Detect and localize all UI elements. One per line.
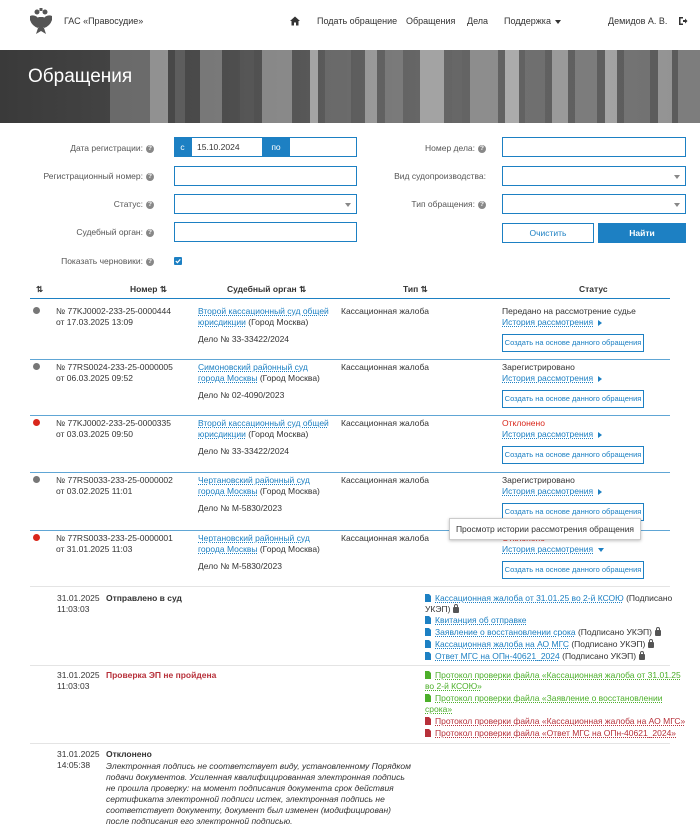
rejection-reason: Электронная подпись не соответствует виду, установленному Порядком подачи документов. Усиленная квалифицированная электронная подпись не прошла проверку: на момент подписания документа срок действия сертификата электронной подписи истек, электронная подпись не соответствует документу, документ был изменен (модифицирован) после подписания его электронной подписью. [106,761,411,826]
history-toggle[interactable] [502,429,602,440]
reg-date-label-text: Дата регистрации: [70,143,143,153]
doc-link[interactable]: Протокол проверки файла «Кассационная жалоба от 31.01.25 [435,670,681,680]
doc-item[interactable] [425,728,676,739]
doc-item[interactable] [425,651,645,662]
appeal-status: Передано на рассмотрение судье [502,306,636,316]
nav-support[interactable] [504,16,561,26]
case-number: Дело № М-5830/2023 [198,561,282,571]
file-icon [425,671,431,679]
status-dot [33,307,40,314]
status-label [40,199,154,209]
doc-link[interactable]: Ответ МГС на ОПн-40621_2024 [435,651,560,661]
help-icon[interactable]: ? [478,145,486,153]
appeal-number-text: № 77KJ0002-233-25-0000335 [56,418,171,428]
drafts-label-text: Показать черновики: [61,256,143,266]
doc-item[interactable] [425,639,654,650]
logout-icon[interactable] [678,16,688,26]
date-to-input[interactable] [289,137,357,157]
doc-item[interactable] [425,670,681,692]
history-divider [30,586,670,587]
history-link[interactable]: История рассмотрения [502,429,594,439]
chevron-right-icon [598,320,602,326]
file-icon [425,652,431,660]
appeal-number[interactable] [56,306,206,328]
file-icon [425,694,431,702]
doc-sign-status: (Подписано УКЭП) [571,639,646,649]
history-link[interactable]: История рассмотрения [502,317,594,327]
file-icon [425,717,431,725]
help-icon[interactable]: ? [146,201,154,209]
status-select[interactable] [174,194,357,214]
court-city: (Город Москва) [248,429,309,439]
history-toggle[interactable] [502,373,602,384]
doc-link[interactable]: Кассационная жалоба от 31.01.25 во 2-й КСОЮ [435,593,624,603]
court-link[interactable]: Симоновский районный суд города Москвы [198,362,308,383]
event-date-time: 11:03:03 [57,681,90,691]
doc-link[interactable]: Кассационная жалоба на АО МГС [435,639,569,649]
court-input[interactable] [174,222,357,242]
event-date-time: 11:03:03 [57,604,90,614]
file-icon [425,594,431,602]
create-from-appeal-button[interactable]: Создать на основе данного обращения [502,334,644,352]
court-link[interactable]: Второй кассационный суд общей юрисдикции [198,306,329,327]
court-link[interactable]: Чертановский районный суд города Москвы [198,533,310,554]
sort-icon: ⇅ [420,284,428,294]
help-icon[interactable]: ? [478,201,486,209]
header-divider [30,298,670,299]
help-icon[interactable]: ? [146,145,154,153]
file-icon [425,729,431,737]
appeal-number-text: № 77RS0033-233-25-0000001 [56,533,173,543]
appeal-type: Кассационная жалоба [341,475,429,485]
col-number-label: Номер [130,284,158,294]
appeal-date: от 03.03.2025 09:50 [56,429,133,439]
doc-link[interactable]: Протокол проверки файла «Заявление о восстановлении [435,693,663,703]
court-label [40,227,154,237]
appeal-status: Отклонено [502,418,545,428]
history-toggle[interactable] [502,317,602,328]
status-dot [33,363,40,370]
drafts-checkbox[interactable] [174,257,182,265]
reg-number-label [20,171,154,181]
col-court-header[interactable] [227,284,306,295]
event-date-day: 31.01.2025 [57,749,100,759]
lock-icon [639,654,645,660]
reg-number-input[interactable] [174,166,357,186]
nav-cases[interactable]: Дела [467,16,489,26]
date-to-prefix: по [263,137,289,157]
court-cell [198,418,330,440]
help-icon[interactable]: ? [146,229,154,237]
nav-submit-appeal[interactable]: Подать обращение [317,16,398,26]
sort-icon: ⇅ [299,284,307,294]
history-divider [30,665,670,666]
appeal-date: от 31.01.2025 11:03 [56,544,133,554]
appeal-number-text: № 77RS0033-233-25-0000002 [56,475,173,485]
appeal-date: от 03.02.2025 11:01 [56,486,133,496]
court-cell [198,475,330,497]
case-number: Дело № 02-4090/2023 [198,390,285,400]
event-date-day: 31.01.2025 [57,593,100,603]
lock-icon [453,607,459,613]
page-title: Обращения [28,66,133,87]
history-link[interactable]: История рассмотрения [502,486,594,496]
brand[interactable] [26,6,143,36]
appeal-number[interactable] [56,533,206,555]
status-dot [33,534,40,541]
court-label-text: Судебный орган: [76,227,143,237]
help-icon[interactable]: ? [146,173,154,181]
case-number-label-text: Номер дела: [425,143,475,153]
drafts-label [40,256,154,266]
history-link[interactable]: История рассмотрения [502,373,594,383]
coat-of-arms-icon [26,6,56,36]
doc-item[interactable] [425,615,527,626]
chevron-down-icon [345,203,351,207]
appeal-status: Зарегистрировано [502,362,575,372]
doc-link[interactable]: Квитанция об отправке [435,615,527,625]
event-date [57,749,100,771]
event-date [57,593,100,615]
nav-support-label: Поддержка [504,16,551,26]
appeal-type-label [380,199,486,209]
doc-link[interactable]: Заявление о восстановлении срока [435,627,576,637]
event-title: Отклонено [106,749,152,759]
event-title: Отправлено в суд [106,593,182,603]
event-title: Проверка ЭП не пройдена [106,670,217,680]
chevron-down-icon [598,548,604,552]
brand-name: ГАС «Правосудие» [64,16,144,26]
row-divider [30,472,670,473]
date-from-prefix: с [174,137,191,157]
col-court-label: Судебный орган [227,284,297,294]
help-icon[interactable]: ? [146,258,154,266]
doc-link[interactable]: Протокол проверки файла «Кассационная жалоба на АО МГС» [435,716,686,726]
doc-item[interactable] [425,693,662,715]
reg-number-label-text: Регистрационный номер: [43,171,143,181]
file-icon [425,616,431,624]
history-toggle[interactable] [502,486,602,497]
doc-item[interactable] [425,716,685,727]
doc-sign-status: (Подписано УКЭП) [562,651,637,661]
doc-link-cont[interactable]: срока» [425,704,453,714]
appeal-date: от 17.03.2025 13:09 [56,317,133,327]
col-status-header: Статус [579,284,608,294]
date-from-input[interactable] [191,137,263,157]
court-cell [198,533,330,555]
file-icon [425,640,431,648]
doc-item[interactable] [425,593,672,615]
top-navbar [0,0,700,50]
home-icon[interactable] [290,16,300,26]
court-link[interactable]: Чертановский районный суд города Москвы [198,475,310,496]
appeal-type: Кассационная жалоба [341,533,429,543]
appeal-number[interactable] [56,362,206,384]
chevron-down-icon [674,175,680,179]
appeal-type-label-text: Тип обращения: [411,199,475,209]
appeal-number[interactable] [56,475,206,497]
case-number: Дело № 33-33422/2024 [198,446,290,456]
history-divider [30,743,670,744]
col-type-label: Тип [403,284,419,294]
sort-icon[interactable]: ⇅ [36,284,44,294]
doc-link-cont[interactable]: во 2-й КСОЮ» [425,681,482,691]
court-cell [198,306,330,328]
appeal-type-select[interactable] [502,194,686,214]
doc-link[interactable]: Протокол проверки файла «Ответ МГС на ОПн-40621_2024» [435,728,677,738]
doc-sign-status: (Подписано [626,593,673,603]
create-from-appeal-button[interactable]: Создать на основе данного обращения [502,503,644,521]
case-number: Дело № 33-33422/2024 [198,334,290,344]
case-number: Дело № М-5830/2023 [198,503,282,513]
court-city: (Город Москва) [259,373,320,383]
row-divider [30,415,670,416]
file-icon [425,628,431,636]
status-dot [33,476,40,483]
chevron-right-icon [598,489,602,495]
lock-icon [655,630,661,636]
col-type-header[interactable] [403,284,428,295]
chevron-right-icon [598,376,602,382]
appeal-type: Кассационная жалоба [341,418,429,428]
doc-sign-status: (Подписано УКЭП) [577,627,652,637]
col-number-header[interactable] [130,284,167,295]
row-divider [30,359,670,360]
event-date-time: 14:05:38 [57,760,91,770]
appeal-date: от 06.03.2025 09:52 [56,373,133,383]
event-date [57,670,100,692]
case-number-input[interactable] [502,137,686,157]
proceeding-label: Вид судопроизводства: [394,171,486,181]
history-toggle[interactable] [502,544,604,555]
history-link[interactable]: История рассмотрения [502,544,594,554]
event-date-day: 31.01.2025 [57,670,100,680]
proceeding-select[interactable] [502,166,686,186]
sort-icon: ⇅ [159,284,167,294]
user-name[interactable]: Демидов А. В. [608,16,668,26]
court-cell [198,362,330,384]
court-city: (Город Москва) [259,544,320,554]
clear-button[interactable]: Очистить [502,223,594,243]
appeal-type: Кассационная жалоба [341,306,429,316]
chevron-down-icon [555,20,561,24]
appeal-number-text: № 77KJ0002-233-25-0000444 [56,306,171,316]
status-label-text: Статус: [113,199,143,209]
court-city: (Город Москва) [259,486,320,496]
appeal-type: Кассационная жалоба [341,362,429,372]
doc-item[interactable] [425,627,661,638]
history-tooltip: Просмотр истории рассмотрения обращения [449,518,641,540]
find-button[interactable]: Найти [598,223,686,243]
lock-icon [648,642,654,648]
appeal-number-text: № 77RS0024-233-25-0000005 [56,362,173,372]
appeal-status: Зарегистрировано [502,475,575,485]
appeal-number[interactable] [56,418,206,440]
court-city: (Город Москва) [248,317,309,327]
status-dot [33,419,40,426]
chevron-down-icon [674,203,680,207]
create-from-appeal-button[interactable]: Создать на основе данного обращения [502,561,644,579]
chevron-right-icon [598,432,602,438]
nav-appeals[interactable]: Обращения [406,16,456,26]
create-from-appeal-button[interactable]: Создать на основе данного обращения [502,446,644,464]
create-from-appeal-button[interactable]: Создать на основе данного обращения [502,390,644,408]
case-number-label [380,143,486,153]
doc-sign-status-cont: УКЭП) [425,604,451,614]
court-link[interactable]: Второй кассационный суд общей юрисдикции [198,418,329,439]
reg-date-label [40,143,154,153]
